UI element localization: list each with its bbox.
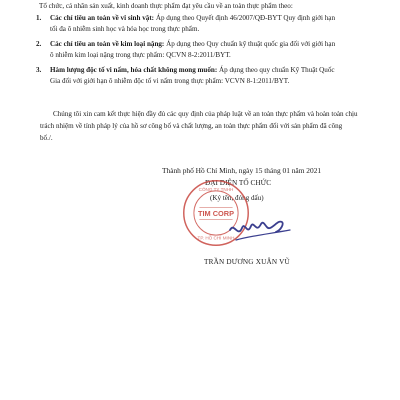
stamp-center-text: TIM CORP — [198, 208, 234, 218]
item-number: 1. — [36, 14, 42, 22]
item-number: 2. — [36, 40, 42, 48]
sign-note: (Ký tên, đóng dấu) — [210, 194, 264, 202]
item-heading: Các chỉ tiêu an toàn về kim loại nặng: — [50, 40, 165, 48]
item-text: Áp dụng theo Quyết định 46/2007/QĐ-BYT Quy định giới hạn — [154, 14, 335, 22]
item-line-1 — [50, 39, 386, 50]
item-heading: Các chỉ tiêu an toàn về vi sinh vật: — [50, 14, 155, 22]
intro-text: Tổ chức, cá nhân sản xuất, kinh doanh thực phẩm đạt yêu cầu về an toàn thực phẩm theo: — [39, 2, 293, 10]
item-text: Áp dụng theo quy chuẩn Kỹ Thuật Quốc — [217, 66, 335, 74]
stamp-ring-top: CÔNG TY TNHH — [198, 186, 234, 192]
commitment-line-2: trách nhiệm về tính pháp lý của hồ sơ công bố và chất lượng, an toàn thực phẩm đối với sản phẩm đã công — [40, 122, 343, 130]
item-line-2: tối đa ô nhiễm sinh học và hóa học trong thực phẩm. — [50, 24, 200, 33]
item-heading: Hàm lượng độc tố vi nấm, hóa chất không mong muốn: — [50, 66, 218, 74]
requirement-item-1 — [36, 13, 386, 34]
date-place: Thành phố Hồ Chí Minh, ngày 15 tháng 01 năm 2021 — [162, 166, 322, 175]
item-number: 3. — [36, 66, 42, 74]
item-line-2: Gia đối với giới hạn ô nhiễm độc tố vi nấm trong thực phẩm: VCVN 8-1:2011/BYT. — [50, 76, 290, 85]
handwritten-signature — [226, 212, 296, 248]
requirement-item-2 — [36, 39, 386, 60]
item-text: Áp dụng theo Quy chuẩn kỹ thuật quốc gia đối với giới hạn — [164, 40, 336, 48]
item-line-1 — [50, 13, 386, 24]
requirement-item-3 — [36, 65, 386, 86]
commitment-line-1: Chúng tôi xin cam kết thực hiện đầy đủ các quy định của pháp luật về an toàn thực phẩm và hoàn toàn chịu — [53, 110, 358, 118]
stamp-ring-bottom: TP. HỒ CHÍ MINH — [197, 235, 235, 241]
representative-title: ĐẠI DIỆN TỔ CHỨC — [205, 178, 272, 187]
signer-name: TRẦN DƯƠNG XUÂN VŨ — [204, 258, 290, 266]
item-line-1 — [50, 65, 386, 76]
item-line-2: ô nhiễm kim loại nặng trong thực phẩm: QCVN 8-2:2011/BYT. — [50, 50, 231, 59]
commitment-line-3: bố./. — [40, 134, 53, 142]
